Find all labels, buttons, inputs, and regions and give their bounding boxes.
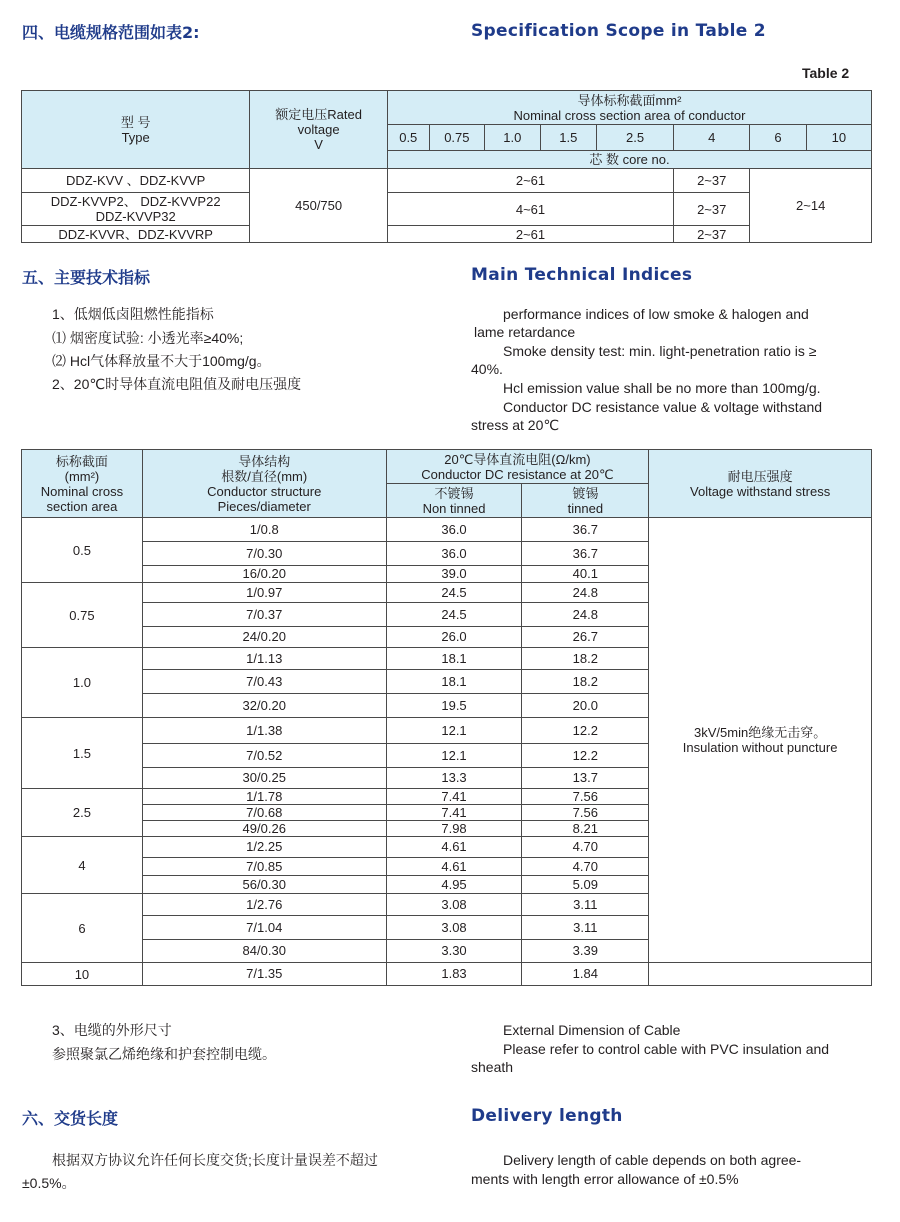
cores-cell: 4~61 — [387, 193, 673, 226]
section6-title-cn: 六、交货长度 — [22, 1109, 119, 1128]
cores-cell: 2~37 — [674, 226, 750, 243]
non-tinned-cell: 39.0 — [386, 566, 522, 583]
head-tin-cn: 镀锡 — [572, 485, 599, 501]
tinned-cell: 1.84 — [522, 963, 649, 986]
sec5-en-3: Hcl emission value shall be no more than 100mg/g. — [503, 380, 821, 396]
size-cell: 1.0 — [485, 125, 540, 151]
dim-cn-1: 3、电缆的外形尺寸 — [52, 1022, 172, 1038]
non-tinned-cell: 13.3 — [386, 768, 522, 789]
head-type-cn: 型 号 — [120, 114, 151, 130]
head-tin-en: tinned — [567, 500, 604, 516]
non-tinned-cell: 1.83 — [386, 963, 522, 986]
tinned-cell: 7.56 — [522, 805, 649, 821]
structure-cell: 30/0.25 — [142, 768, 386, 789]
head-cross-section — [387, 91, 871, 125]
area-cell: 0.75 — [22, 583, 143, 648]
non-tinned-cell: 12.1 — [386, 744, 522, 768]
cores-cell: 2~61 — [387, 226, 673, 243]
head-voltage — [250, 91, 388, 169]
size-cell: 1.5 — [540, 125, 596, 151]
head-type-en: Type — [121, 129, 150, 145]
structure-cell: 32/0.20 — [142, 694, 386, 718]
non-tinned-cell: 4.95 — [386, 876, 522, 894]
cores-cell: 2~37 — [674, 169, 750, 193]
head-volt-cn: 耐电压强度 — [727, 468, 793, 484]
head-cs-cn: 导体标称截面mm² — [577, 92, 682, 108]
head-area-2: (mm²) — [64, 468, 100, 484]
size-cell: 4 — [674, 125, 750, 151]
non-tinned-cell: 7.98 — [386, 821, 522, 837]
size-cell: 10 — [806, 125, 871, 151]
sec5-en-2b: 40%. — [471, 361, 503, 377]
cores-cell: 2~37 — [674, 193, 750, 226]
head-structure — [142, 450, 386, 518]
head-cs-en: Nominal cross section area of conductor — [513, 107, 746, 123]
structure-cell: 1/1.78 — [142, 789, 386, 805]
non-tinned-cell: 18.1 — [386, 648, 522, 670]
sec5-en-1b: lame retardance — [474, 324, 576, 340]
head-area-3: Nominal cross — [40, 483, 124, 499]
area-cell: 2.5 — [22, 789, 143, 837]
area-cell: 0.5 — [22, 518, 143, 583]
tinned-cell: 26.7 — [522, 627, 649, 648]
tinned-cell: 40.1 — [522, 566, 649, 583]
structure-cell: 84/0.30 — [142, 940, 386, 963]
sec6-cn-1: 根据双方协议允许任何长度交货;长度计量误差不超过 — [52, 1152, 378, 1168]
type-line-1: DDZ-KVVP2、 DDZ-KVVP22 — [50, 194, 221, 209]
head-area-4: section area — [46, 498, 118, 514]
type-cell — [22, 193, 250, 226]
table-row — [22, 963, 872, 986]
structure-cell: 1/0.8 — [142, 518, 386, 542]
voltage-withstand-cn: 3kV/5min绝缘无击穿。 — [694, 725, 827, 740]
structure-cell: 56/0.30 — [142, 876, 386, 894]
structure-cell: 24/0.20 — [142, 627, 386, 648]
head-struct-4: Pieces/diameter — [217, 498, 311, 514]
voltage-cell: 450/750 — [250, 169, 388, 243]
structure-cell: 7/0.85 — [142, 858, 386, 876]
area-cell: 6 — [22, 894, 143, 963]
empty-cell — [649, 963, 872, 986]
structure-cell: 7/0.68 — [142, 805, 386, 821]
structure-cell: 7/0.43 — [142, 670, 386, 694]
tinned-cell: 5.09 — [522, 876, 649, 894]
head-voltage-withstand — [649, 450, 872, 518]
size-cell: 6 — [750, 125, 806, 151]
voltage-withstand-cell — [649, 518, 872, 963]
sec5-cn-2: ⑴ 烟密度试验: 小透光率≥40%; — [52, 330, 244, 346]
sec6-cn-2: ±0.5%。 — [22, 1175, 76, 1191]
sec5-en-4b: stress at 20℃ — [471, 417, 560, 433]
sec6-en-2: ments with length error allowance of ±0.5% — [471, 1171, 739, 1187]
non-tinned-cell: 3.30 — [386, 940, 522, 963]
type-line-2: DDZ-KVVP32 — [95, 209, 176, 224]
head-struct-3: Conductor structure — [207, 483, 322, 499]
type-cell: DDZ-KVV 、DDZ-KVVP — [22, 169, 250, 193]
structure-cell: 7/0.37 — [142, 603, 386, 627]
head-res-cn: 20℃导体直流电阻(Ω/km) — [444, 451, 591, 467]
tinned-cell: 3.11 — [522, 916, 649, 940]
dim-en-1: External Dimension of Cable — [503, 1022, 681, 1038]
non-tinned-cell: 3.08 — [386, 916, 522, 940]
tinned-cell: 3.11 — [522, 894, 649, 916]
non-tinned-cell: 7.41 — [386, 805, 522, 821]
table2-label: Table 2 — [802, 65, 850, 81]
cores-cell: 2~61 — [387, 169, 673, 193]
head-non-tinned — [386, 484, 522, 518]
non-tinned-cell: 7.41 — [386, 789, 522, 805]
dim-cn-2: 参照聚氯乙烯绝缘和护套控制电缆。 — [52, 1046, 276, 1062]
section4-title-en: Specification Scope in Table 2 — [471, 21, 766, 41]
size-cell: 0.5 — [387, 125, 429, 151]
non-tinned-cell: 24.5 — [386, 603, 522, 627]
cores-cell: 2~14 — [750, 169, 872, 243]
head-res-en: Conductor DC resistance at 20℃ — [421, 466, 614, 482]
structure-cell: 16/0.20 — [142, 566, 386, 583]
area-cell: 1.5 — [22, 718, 143, 789]
core-label: 芯 数 core no. — [387, 151, 871, 169]
tinned-cell: 24.8 — [522, 603, 649, 627]
head-nontin-cn: 不镀锡 — [434, 485, 474, 501]
head-struct-2: 根数/直径(mm) — [221, 468, 308, 484]
area-cell: 1.0 — [22, 648, 143, 718]
area-cell: 4 — [22, 837, 143, 894]
head-volt-3: V — [314, 137, 323, 152]
tinned-cell: 7.56 — [522, 789, 649, 805]
non-tinned-cell: 3.08 — [386, 894, 522, 916]
non-tinned-cell: 18.1 — [386, 670, 522, 694]
resistance-table-body — [22, 518, 872, 986]
sec5-cn-1: 1、低烟低卤阻燃性能指标 — [52, 306, 214, 322]
area-cell: 10 — [22, 963, 143, 986]
dim-en-2a: Please refer to control cable with PVC insulation and — [503, 1041, 830, 1057]
type-cell: DDZ-KVVR、DDZ-KVVRP — [22, 226, 250, 243]
section4-title-cn: 四、电缆规格范围如表2: — [22, 23, 200, 42]
structure-cell: 49/0.26 — [142, 821, 386, 837]
tinned-cell: 4.70 — [522, 837, 649, 858]
head-area — [22, 450, 143, 518]
structure-cell: 1/1.13 — [142, 648, 386, 670]
non-tinned-cell: 12.1 — [386, 718, 522, 744]
sec5-en-4a: Conductor DC resistance value & voltage withstand — [503, 399, 823, 415]
section5-title-cn: 五、主要技术指标 — [22, 268, 151, 287]
sec5-en-1a: performance indices of low smoke & halogen and — [503, 306, 809, 322]
size-cell: 2.5 — [596, 125, 673, 151]
non-tinned-cell: 24.5 — [386, 583, 522, 603]
tinned-cell: 18.2 — [522, 670, 649, 694]
structure-cell: 1/2.25 — [142, 837, 386, 858]
head-volt-1: 额定电压Rated — [275, 107, 362, 122]
head-area-1: 标称截面 — [55, 453, 108, 469]
dim-en-2b: sheath — [471, 1059, 514, 1075]
table-row — [22, 518, 872, 542]
sec5-en-2a: Smoke density test: min. light-penetration ratio is ≥ — [503, 343, 817, 359]
non-tinned-cell: 19.5 — [386, 694, 522, 718]
resistance-table — [21, 449, 872, 986]
non-tinned-cell: 36.0 — [386, 518, 522, 542]
sec5-cn-4: 2、20℃时导体直流电阻值及耐电压强度 — [52, 376, 302, 392]
tinned-cell: 12.2 — [522, 744, 649, 768]
structure-cell: 1/1.38 — [142, 718, 386, 744]
size-cell: 0.75 — [429, 125, 485, 151]
sec6-en-1: Delivery length of cable depends on both agree- — [503, 1152, 802, 1168]
tinned-cell: 20.0 — [522, 694, 649, 718]
structure-cell: 7/0.30 — [142, 542, 386, 566]
tinned-cell: 36.7 — [522, 542, 649, 566]
head-volt-en: Voltage withstand stress — [690, 483, 831, 499]
head-type — [22, 91, 250, 169]
structure-cell: 7/1.04 — [142, 916, 386, 940]
voltage-withstand-en: Insulation without puncture — [682, 740, 838, 755]
structure-cell: 7/1.35 — [142, 963, 386, 986]
tinned-cell: 13.7 — [522, 768, 649, 789]
structure-cell: 7/0.52 — [142, 744, 386, 768]
tinned-cell: 8.21 — [522, 821, 649, 837]
tinned-cell: 12.2 — [522, 718, 649, 744]
sec5-cn-3: ⑵ Hcl气体释放量不大于100mg/g。 — [52, 353, 271, 369]
structure-cell: 1/0.97 — [142, 583, 386, 603]
head-tinned — [522, 484, 649, 518]
section5-title-en: Main Technical Indices — [471, 265, 693, 285]
non-tinned-cell: 4.61 — [386, 837, 522, 858]
tinned-cell: 4.70 — [522, 858, 649, 876]
non-tinned-cell: 26.0 — [386, 627, 522, 648]
non-tinned-cell: 36.0 — [386, 542, 522, 566]
tinned-cell: 18.2 — [522, 648, 649, 670]
structure-cell: 1/2.76 — [142, 894, 386, 916]
head-resistance — [386, 450, 649, 484]
head-volt-2: voltage — [297, 122, 340, 137]
section6-title-en: Delivery length — [471, 1106, 623, 1126]
head-nontin-en: Non tinned — [422, 500, 486, 516]
spec-scope-table — [21, 90, 872, 243]
head-struct-1: 导体结构 — [238, 453, 291, 469]
tinned-cell: 24.8 — [522, 583, 649, 603]
tinned-cell: 3.39 — [522, 940, 649, 963]
non-tinned-cell: 4.61 — [386, 858, 522, 876]
tinned-cell: 36.7 — [522, 518, 649, 542]
